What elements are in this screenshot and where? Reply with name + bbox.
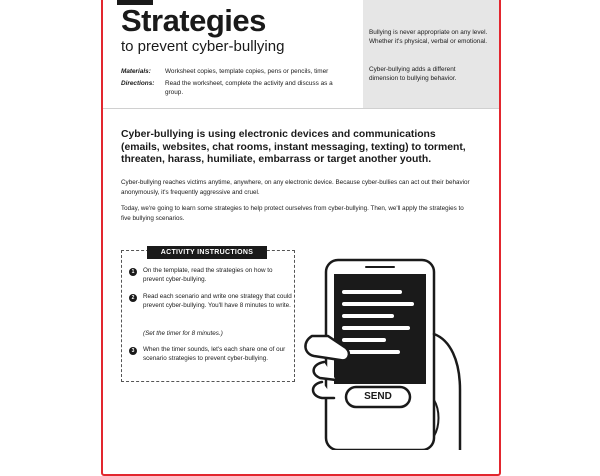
timer-note: (Set the timer for 8 minutes.) (143, 330, 223, 337)
page-title: Strategies (121, 3, 266, 38)
step-text-1: On the template, read the strategies on how to prevent cyber-bullying. (143, 267, 273, 283)
sidebar-note-cyber: Cyber-bullying adds a different dimension to bullying behavior. (369, 66, 457, 82)
step-number-3: 3 (129, 347, 137, 355)
screen-line-3 (342, 314, 394, 318)
body-paragraph-1: Cyber-bullying reaches victims anytime, anywhere, on any electronic device. Because cyber-bullies can act out their behavior anonymously, it's frequently aggressive and cruel. (121, 179, 470, 196)
step-text-2: Read each scenario and write one strategy that could prevent cyber-bullying. You'll have 8 minutes to write. (143, 293, 292, 309)
palm-edge (434, 334, 460, 450)
send-label: SEND (364, 391, 392, 402)
page-subtitle: to prevent cyber-bullying (121, 38, 285, 55)
header-divider (103, 108, 499, 109)
body-paragraph-2: Today, we're going to learn some strategies to help protect ourselves from cyber-bullying. Then, we'll apply the strategies to five bullying scenarios. (121, 205, 464, 222)
instructions-title: ACTIVITY INSTRUCTIONS (147, 246, 267, 259)
materials-value: Worksheet copies, template copies, pens or pencils, timer (165, 68, 329, 75)
screen-line-4 (342, 326, 410, 330)
step-number-2: 2 (129, 294, 137, 302)
directions-label: Directions: (121, 80, 155, 87)
screen-line-2 (342, 302, 414, 306)
phone-illustration (300, 250, 490, 450)
screen-line-6 (342, 350, 400, 354)
step-number-1: 1 (129, 268, 137, 276)
directions-value: Read the worksheet, complete the activity and discuss as a group. (165, 80, 333, 96)
screen-line-1 (342, 290, 402, 294)
screen-line-5 (342, 338, 386, 342)
step-text-3: When the timer sounds, let's each share one of our scenario strategies to prevent cyber-bullying. (143, 346, 286, 362)
materials-label: Materials: (121, 68, 151, 75)
sidebar-notes-panel (363, 0, 499, 108)
sidebar-note-bullying: Bullying is never appropriate on any level. Whether it's physical, verbal or emotional. (369, 29, 488, 45)
section-heading: Cyber-bullying is using electronic devices and communications (emails, websites, chat rooms, instant messaging, texting) to torment, threaten, harass, humiliate, embarrass or target another youth. (121, 129, 466, 165)
